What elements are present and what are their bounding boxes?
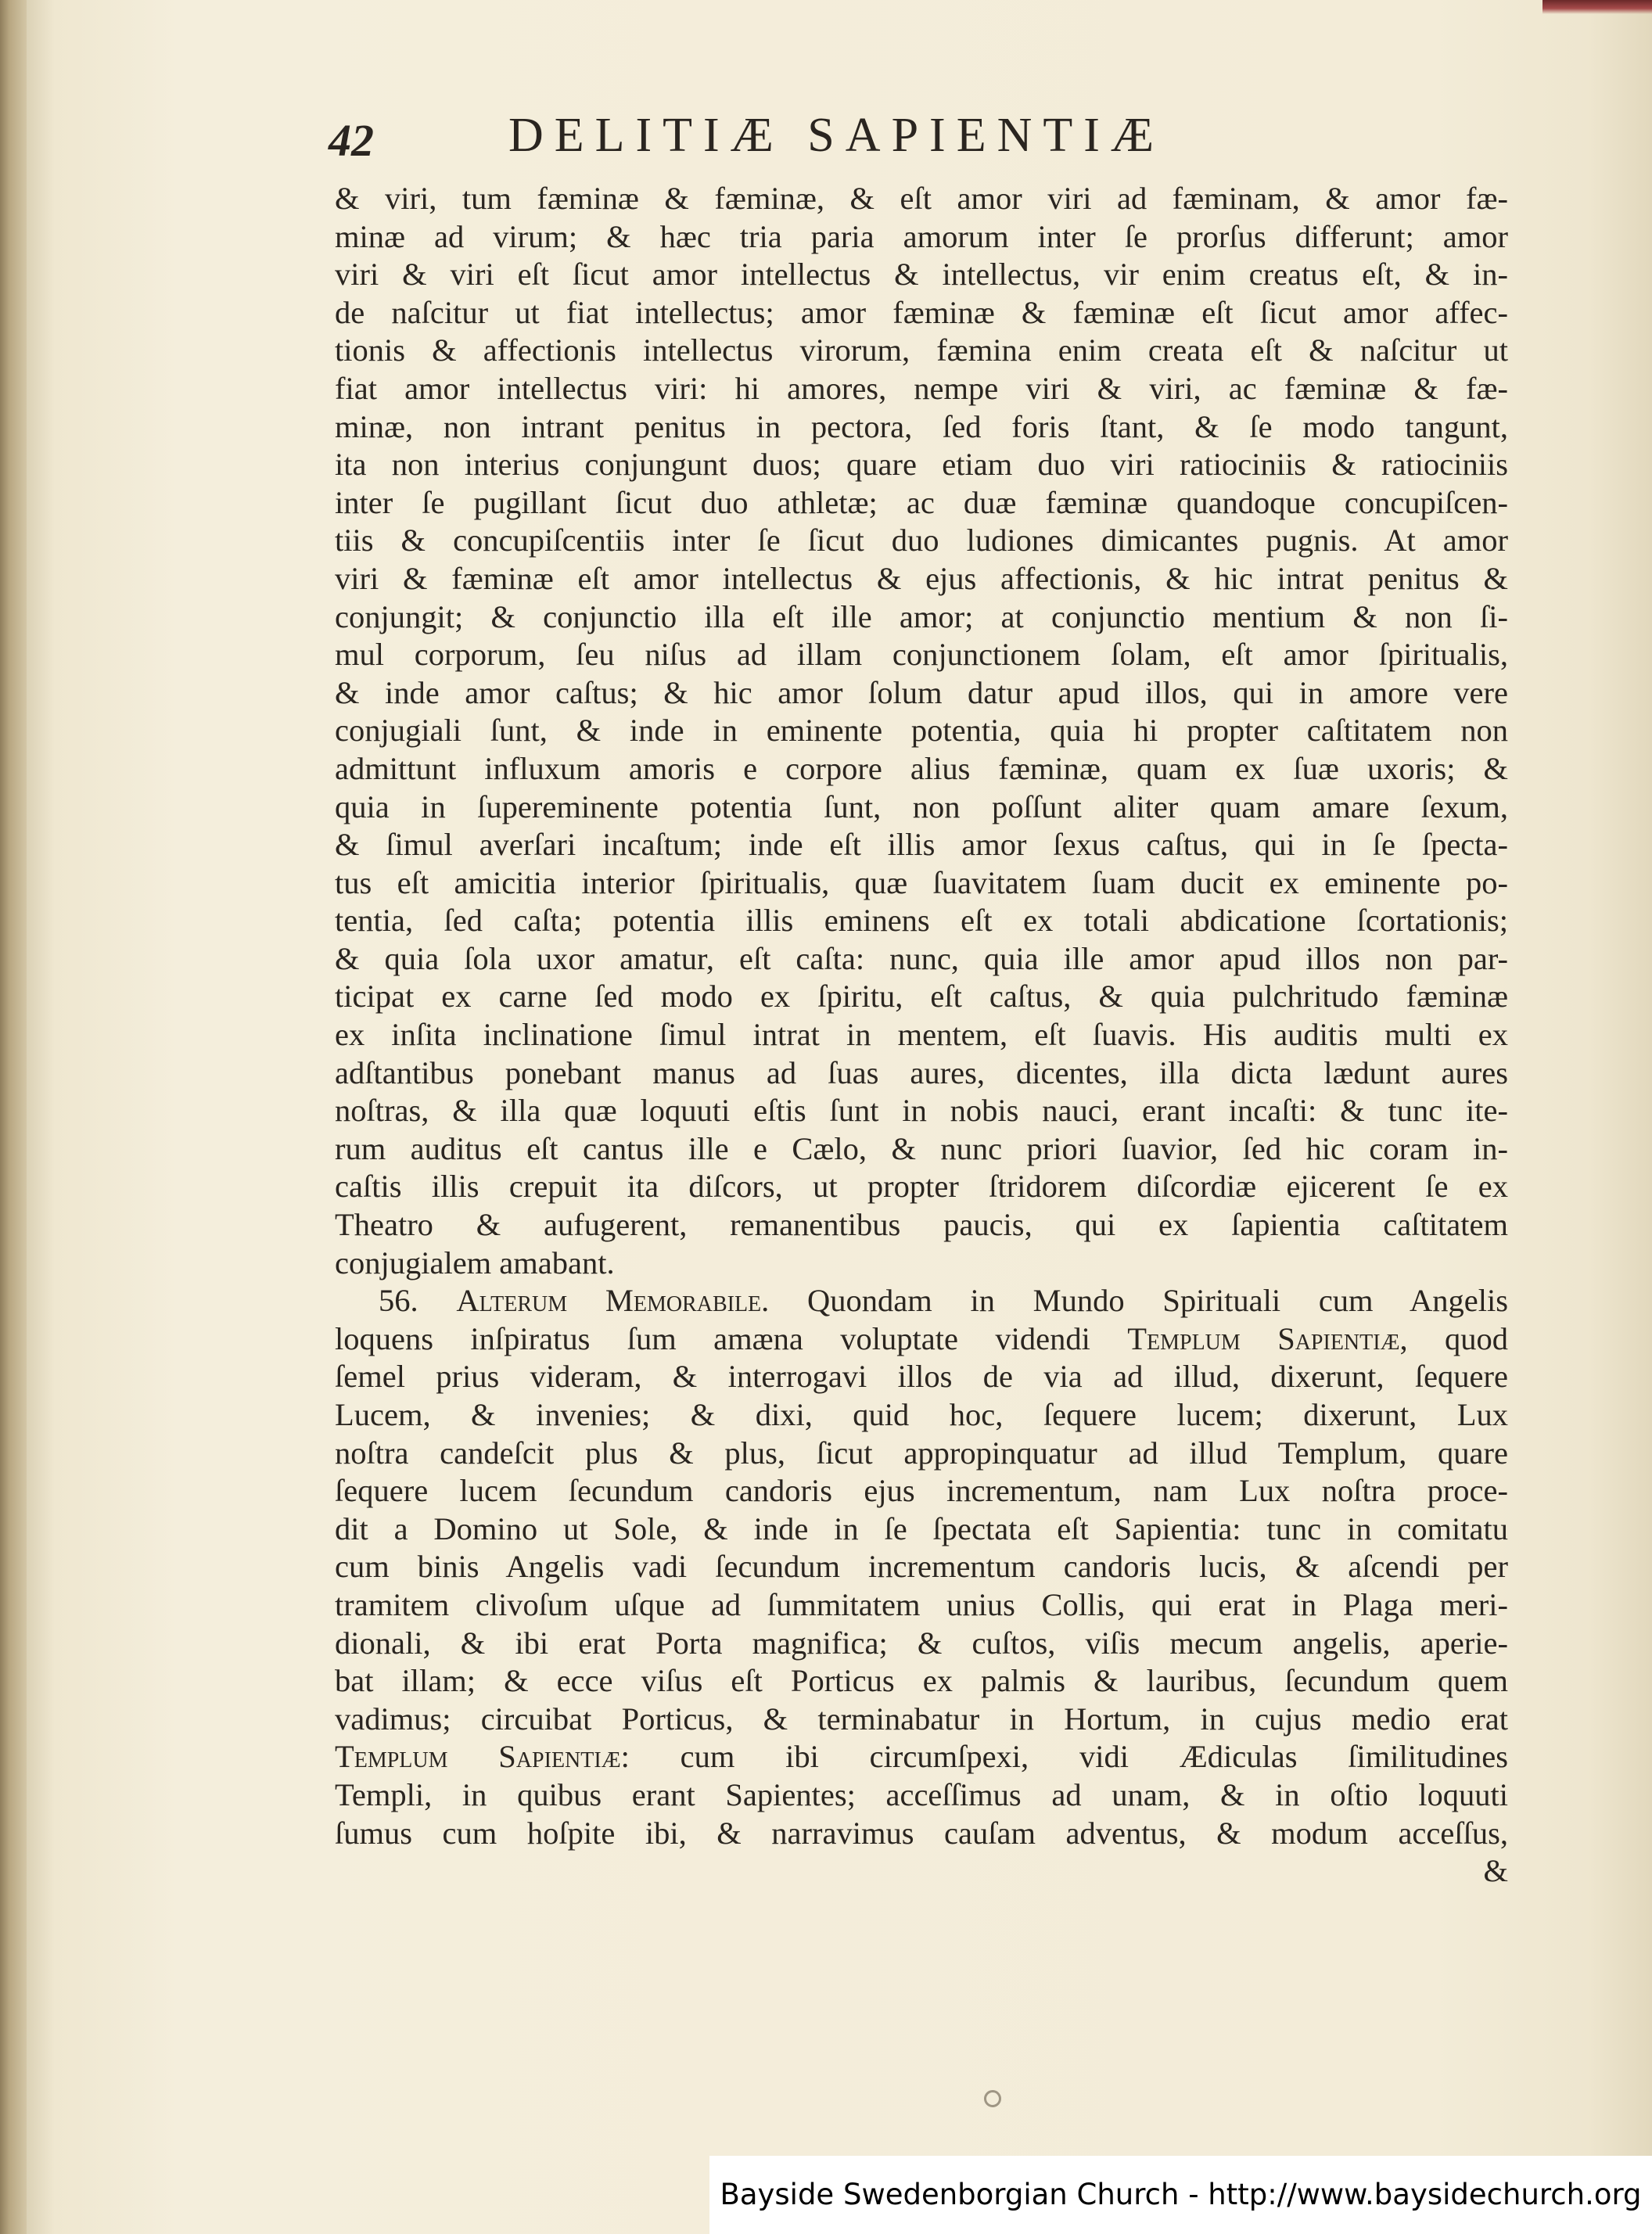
body-text	[335, 180, 1508, 1891]
text-line: caſtis illis crepuit ita diſcors, ut propter ſtridorem diſcordiæ ejicerent ſe ex	[335, 1169, 1508, 1205]
text-line	[335, 1282, 1508, 1320]
text-line: conjugialem amabant.	[335, 1245, 615, 1280]
small-caps-term: Templum Sapientiæ	[335, 1739, 621, 1775]
text-fragment: loquens inſpiratus ſum amæna voluptate videndi	[335, 1320, 1090, 1356]
paragraph-56	[335, 1282, 1508, 1891]
text-line: ſemel prius videram, & interrogavi illos de via ad illud, dixerunt, ſequere	[335, 1359, 1508, 1395]
text-line: tramitem clivoſum uſque ad ſummitatem unius Collis, qui erat in Plaga meri-	[335, 1586, 1508, 1622]
text-line: tentia, ſed caſta; potentia illis eminens eſt ex totali abdicatione ſcortationis;	[335, 903, 1508, 939]
text-fragment: Quondam in Mundo Spirituali cum Angelis	[807, 1283, 1509, 1319]
text-line: & ſimul averſari incaſtum; inde eſt illis amor ſexus caſtus, qui in ſe ſpecta-	[335, 827, 1508, 863]
text-line: ex inſita inclinatione ſimul intrat in mentem, eſt ſuavis. His auditis multi ex	[335, 1017, 1508, 1053]
book-binding-edge	[0, 0, 27, 2234]
text-line: admittunt influxum amoris e corpore alius fæminæ, quam ex ſuæ uxoris; &	[335, 750, 1508, 786]
text-line: Templi, in quibus erant Sapientes; acceſſimus ad unam, & in oſtio loquuti	[335, 1776, 1508, 1812]
text-line: mul corporum, ſeu niſus ad illam conjunctionem ſolam, eſt amor ſpiritualis,	[335, 637, 1508, 673]
paragraph-56-lines	[335, 1358, 1508, 1738]
paragraph-number: 56.	[379, 1283, 418, 1319]
text-line: vadimus; circuibat Porticus, & terminabatur in Hortum, in cujus medio erat	[335, 1701, 1508, 1737]
text-line: dit a Domino ut Sole, & inde in ſe ſpectata eſt Sapientia: tunc in comitatu	[335, 1510, 1508, 1546]
section-heading: Alterum Memorabile.	[456, 1283, 770, 1319]
page-number: 42	[329, 115, 374, 166]
text-line: noſtra candeſcit plus & plus, ſicut appropinquatur ad illud Templum, quare	[335, 1435, 1508, 1471]
text-line: rum auditus eſt cantus ille e Cælo, & nunc priori ſuavior, ſed hic coram in-	[335, 1130, 1508, 1166]
text-line: bat illam; & ecce viſus eſt Porticus ex palmis & lauribus, ſecundum quem	[335, 1663, 1508, 1699]
text-line: minæ ad virum; & hæc tria paria amorum inter ſe prorſus differunt; amor	[335, 218, 1508, 254]
text-line: & viri, tum fæminæ & fæminæ, & eſt amor viri ad fæminam, & amor fæ-	[335, 181, 1508, 216]
text-line: cum binis Angelis vadi ſecundum incrementum candoris lucis, & aſcendi per	[335, 1549, 1508, 1585]
text-line: & inde amor caſtus; & hic amor ſolum datur apud illos, qui in amore vere	[335, 674, 1508, 710]
text-line: minæ, non intrant penitus in pectora, ſed foris ſtant, & ſe modo tangunt,	[335, 408, 1508, 444]
text-line: ita non interius conjungunt duos; quare etiam duo viri ratiociniis & ratiociniis	[335, 447, 1508, 483]
paragraph-56-lines-end	[335, 1776, 1508, 1852]
text-line: tus eſt amicitia interior ſpiritualis, quæ ſuavitatem ſuam ducit ex eminente po-	[335, 864, 1508, 900]
text-fragment: , quod	[1399, 1320, 1509, 1356]
text-line: viri & viri eſt ſicut amor intellectus & intellectus, vir enim creatus eſt, & in-	[335, 257, 1508, 293]
text-line: adſtantibus ponebant manus ad ſuas aures, dicentes, illa dicta lædunt aures	[335, 1054, 1508, 1090]
watermark-banner: Bayside Swedenborgian Church - http://www.baysidechurch.org	[709, 2156, 1652, 2234]
text-line: tionis & affectionis intellectus virorum, fæmina enim creata eſt & naſcitur ut	[335, 332, 1508, 368]
text-line: tiis & concupiſcentiis inter ſe ſicut duo ludiones dimicantes pugnis. At amor	[335, 523, 1508, 558]
text-line: fiat amor intellectus viri: hi amores, nempe viri & viri, ac fæminæ & fæ-	[335, 370, 1508, 406]
text-line: ticipat ex carne ſed modo ex ſpiritu, eſt caſtus, & quia pulchritudo fæminæ	[335, 979, 1508, 1015]
text-line: conjungit; & conjunctio illa eſt ille amor; at conjunctio mentium & non ſi-	[335, 598, 1508, 634]
text-line: conjugiali ſunt, & inde in eminente potentia, quia hi propter caſtitatem non	[335, 713, 1508, 749]
text-line: & quia ſola uxor amatur, eſt caſta: nunc, quia ille amor apud illos non par-	[335, 940, 1508, 976]
small-caps-term: Templum Sapientiæ	[1127, 1320, 1400, 1356]
text-line: de naſcitur ut fiat intellectus; amor fæminæ & fæminæ eſt ſicut amor affec-	[335, 294, 1508, 330]
text-line: Lucem, & invenies; & dixi, quid hoc, ſequere lucem; dixerunt, Lux	[335, 1397, 1508, 1432]
text-line: inter ſe pugillant ſicut duo athletæ; ac duæ fæminæ quandoque concupiſcen-	[335, 484, 1508, 520]
text-line: ſumus cum hoſpite ibi, & narravimus cauſam adventus, & modum acceſſus,	[335, 1815, 1508, 1851]
printer-mark-icon	[984, 2090, 1001, 2107]
text-line: viri & fæminæ eſt amor intellectus & ejus affectionis, & hic intrat penitus &	[335, 560, 1508, 596]
text-line	[335, 1738, 1508, 1776]
catchword: &	[1483, 1853, 1508, 1889]
text-line: ſequere lucem ſecundum candoris ejus incrementum, nam Lux noſtra proce-	[335, 1473, 1508, 1509]
text-line: Theatro & aufugerent, remanentibus paucis, qui ex ſapientia caſtitatem	[335, 1207, 1508, 1243]
text-line: quia in ſupereminente potentia ſunt, non poſſunt aliter quam amare ſexum,	[335, 788, 1508, 824]
text-fragment: : cum ibi circumſpexi, vidi Ædiculas ſimilitudines	[620, 1739, 1508, 1775]
cover-corner	[1542, 0, 1652, 14]
text-line: dionali, & ibi erat Porta magnifica; & cuſtos, viſis mecum angelis, aperie-	[335, 1625, 1508, 1661]
running-title: DELITIÆ SAPIENTIÆ	[508, 109, 1165, 162]
paragraph-55-continuation	[335, 180, 1508, 1282]
page-header	[329, 108, 1533, 171]
text-line	[335, 1320, 1508, 1359]
text-line: noſtras, & illa quæ loquuti eſtis ſunt in nobis nauci, erant incaſti: & tunc ite-	[335, 1093, 1508, 1129]
